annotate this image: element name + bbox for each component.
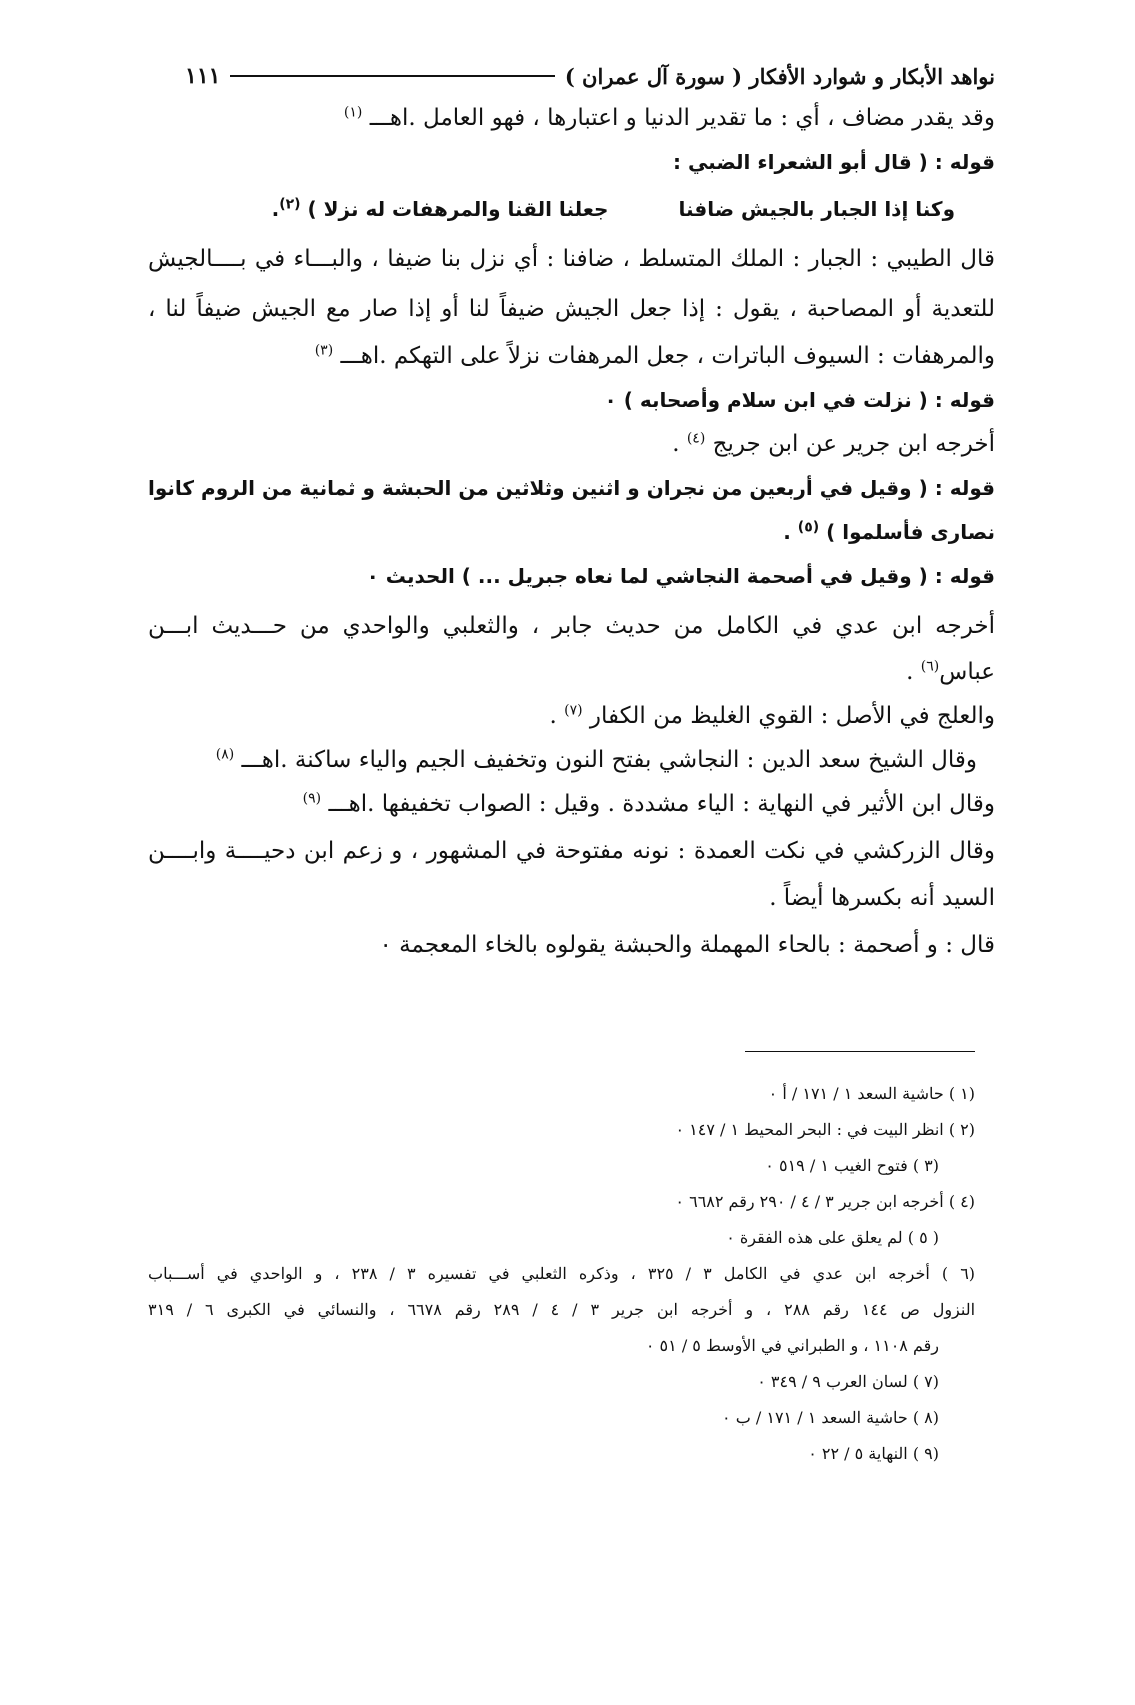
text-line: والمرهفات : السيوف الباترات ، جعل المرهفات نزلاً على التهكم .اهـــ $^{(٣)}$ xyxy=(314,342,995,369)
poem-hemistich-second: جعلنا القنا والمرهفات له نزلا ) $^{(٢)}$. xyxy=(271,196,609,221)
text-line: قال : و أصحمة : بالحاء المهملة والحبشة يقولوه بالخاء المعجمة ٠ xyxy=(379,932,995,958)
footnote-ref: (٣) xyxy=(314,342,334,359)
text-line: عباس$^{(٦)}$ . xyxy=(906,658,995,685)
footnote-ref: (٤) xyxy=(686,430,706,447)
page-number: ١١١ xyxy=(185,63,221,89)
poem-verse xyxy=(148,184,995,234)
text-line: أخرجه ابن جرير عن ابن جريج $^{(٤)}$ . xyxy=(672,430,995,457)
text-line: أخرجه ابن عدي في الكامل من حديث جابر ، والثعلبي والواحدي من حـــديث ابـــن xyxy=(148,613,995,639)
footnote: (٢ ) انظر البيت في : البحر المحيط ١ / ١٤٧ ٠ xyxy=(675,1120,975,1139)
footnote-ref: (٢) xyxy=(279,196,301,213)
commentary-heading: قوله : ( نزلت في ابن سلام وأصحابه ) ٠ xyxy=(604,388,995,412)
commentary-heading: قوله : ( وقيل في أصحمة النجاشي لما نعاه جبريل ... ) الحديث ٠ xyxy=(366,564,995,588)
footnote-ref: (٨) xyxy=(215,746,235,763)
footnote-ref: (٦) xyxy=(920,658,940,675)
footnote: (١ ) حاشية السعد ١ / ١٧١ / أ ٠ xyxy=(768,1084,975,1103)
footnotes xyxy=(148,1076,975,1472)
footnote: (٤ ) أخرجه ابن جرير ٣ / ٤ / ٢٩٠ رقم ٦٦٨٢ ٠ xyxy=(675,1192,975,1211)
footnote-ref: (٧) xyxy=(564,702,583,719)
footnote-ref: (١) xyxy=(343,104,363,121)
footnote: (٧ ) لسان العرب ٩ / ٣٤٩ ٠ xyxy=(757,1372,939,1391)
footnote-ref: (٩) xyxy=(302,790,322,807)
footnote: ( ٥ ) لم يعلق على هذه الفقرة ٠ xyxy=(726,1228,939,1247)
text-line: وقال الزركشي في نكت العمدة : نونه مفتوحة في المشهور ، و زعم ابن دحيــــة وابــــن xyxy=(148,838,995,864)
header-title: نواهد الأبكار و شوارد الأفكار ( سورة آل عمران ) xyxy=(564,63,995,89)
text-line: قال الطيبي : الجبار : الملك المتسلط ، ضافنا : أي نزل بنا ضيفا ، والبـــاء في بــــالجيش xyxy=(148,246,995,272)
commentary-heading: نصارى فأسلموا ) $^{(٥)}$ . xyxy=(783,519,995,544)
footnote-separator xyxy=(745,1051,975,1052)
running-header xyxy=(185,56,995,96)
footnote: (٩ ) النهاية ٥ / ٢٢ ٠ xyxy=(808,1444,939,1463)
footnote-continuation: رقم ١١٠٨ ، و الطبراني في الأوسط ٥ / ٥١ ٠ xyxy=(645,1336,939,1355)
footnote: (٨ ) حاشية السعد ١ / ١٧١ / ب ٠ xyxy=(722,1408,939,1427)
footnote-ref: (٥) xyxy=(797,519,820,536)
header-rule xyxy=(230,75,554,77)
text-line: وقال الشيخ سعد الدين : النجاشي بفتح النون وتخفيف الجيم والياء ساكنة .اهـــ $^{(٨)}$ xyxy=(215,746,977,773)
text-line: وقد يقدر مضاف ، أي : ما تقدير الدنيا و اعتبارها ، فهو العامل .اهـــ $^{(١)}$ xyxy=(343,104,995,131)
footnote-continuation: النزول ص ١٤٤ رقم ٢٨٨ ، و أخرجه ابن جرير ٣ / ٤ / ٢٨٩ رقم ٦٦٧٨ ، والنسائي في الكبرى ٦ / ٣١٩ xyxy=(148,1300,975,1319)
text-line: وقال ابن الأثير في النهاية : الياء مشددة . وقيل : الصواب تخفيفها .اهـــ $^{(٩)}$ xyxy=(302,790,995,817)
text-line: السيد أنه بكسرها أيضاً . xyxy=(769,885,995,911)
commentary-heading: قوله : ( وقيل في أربعين من نجران و اثنين وثلاثين من الحبشة و ثمانية من الروم كانوا xyxy=(148,476,995,500)
footnote: (٣ ) فتوح الغيب ١ / ٥١٩ ٠ xyxy=(765,1156,939,1175)
text-line: للتعدية أو المصاحبة ، يقول : إذا جعل الجيش ضيفاً لنا أو إذا صار مع الجيش ضيفاً لنا ، xyxy=(148,296,995,322)
footnote: (٦ ) أخرجه ابن عدي في الكامل ٣ / ٣٢٥ ، وذكره الثعلبي في تفسيره ٣ / ٢٣٨ ، و الواحدي في أســـباب xyxy=(148,1264,975,1283)
poem-hemistich-first: وكنا إذا الجبار بالجيش ضافنا xyxy=(678,197,955,221)
commentary-heading: قوله : ( قال أبو الشعراء الضبي : xyxy=(672,150,995,174)
main-text xyxy=(148,96,995,970)
text-line: والعلج في الأصل : القوي الغليظ من الكفار $^{(٧)}$ . xyxy=(549,702,995,729)
